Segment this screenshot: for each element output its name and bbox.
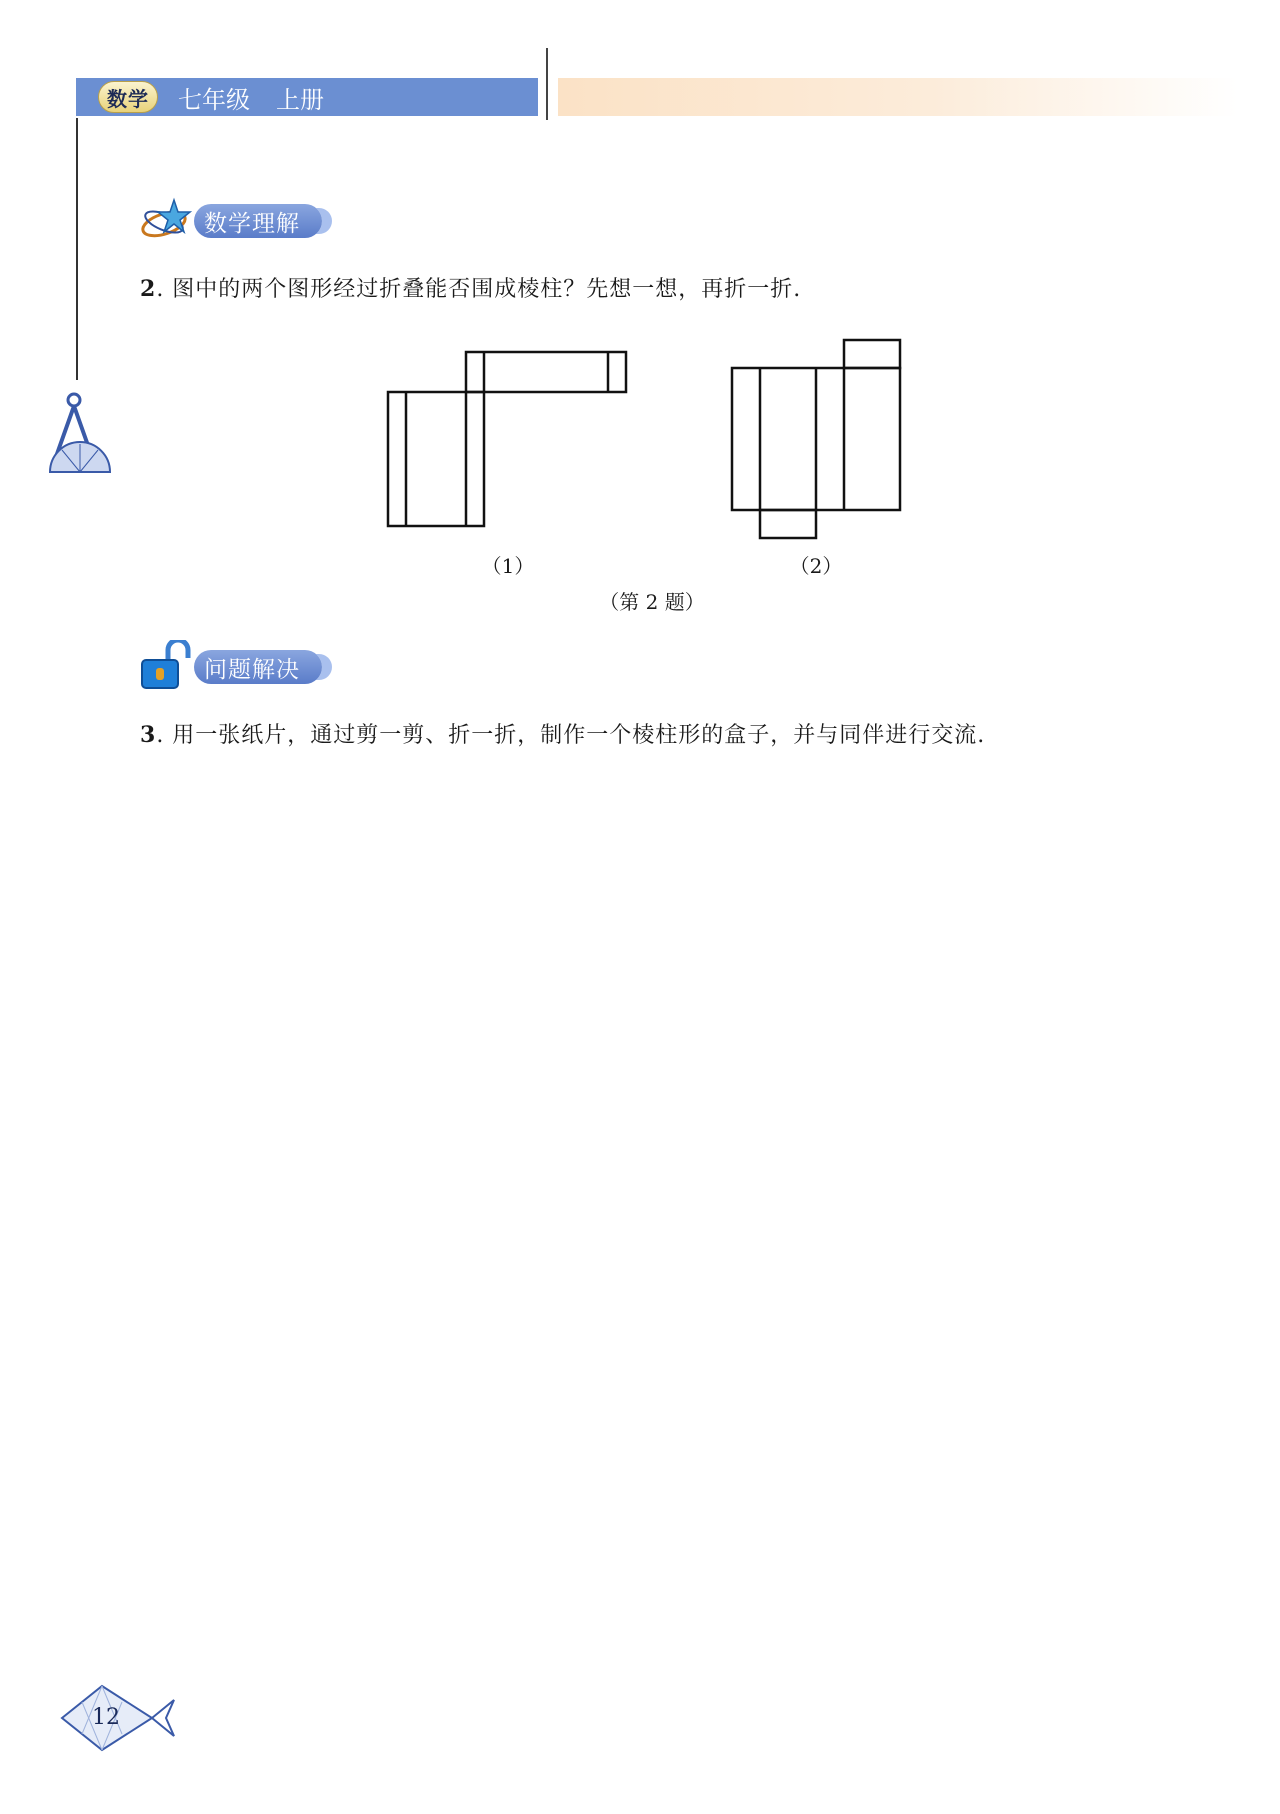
margin-line (76, 118, 78, 380)
figure-caption: （第 2 题） (599, 590, 705, 614)
subject-badge: 数学 (98, 81, 158, 113)
page-number: 12 (92, 1705, 120, 1730)
section-title: 数学理解 (194, 204, 322, 238)
compass-protractor-icon (44, 388, 114, 474)
header-decoration (558, 78, 1238, 116)
problem-text: . 图中的两个图形经过折叠能否围成棱柱？先想一想，再折一折. (156, 277, 802, 302)
header-grade: 七年级 (178, 85, 250, 114)
header-divider (546, 48, 548, 120)
figure-label-1: （1） (481, 554, 535, 578)
problem-3 (140, 720, 985, 751)
prism-nets-figure (380, 330, 920, 550)
net-figure-1 (388, 352, 626, 526)
section-title: 问题解决 (194, 650, 322, 684)
problem-2 (140, 274, 801, 305)
section-banner-understanding (138, 202, 368, 240)
problem-number: 3 (140, 722, 157, 748)
problem-text: . 用一张纸片，通过剪一剪、折一折，制作一个棱柱形的盒子，并与同伴进行交流. (156, 723, 986, 748)
padlock-icon (138, 640, 198, 690)
section-banner-problem-solving (138, 648, 368, 686)
star-orbit-icon (138, 194, 198, 244)
problem-number: 2 (140, 276, 157, 302)
net-figure-2 (732, 340, 900, 538)
header-volume: 上册 (276, 85, 324, 114)
header-bar (76, 78, 538, 116)
figure-label-2: （2） (789, 554, 843, 578)
